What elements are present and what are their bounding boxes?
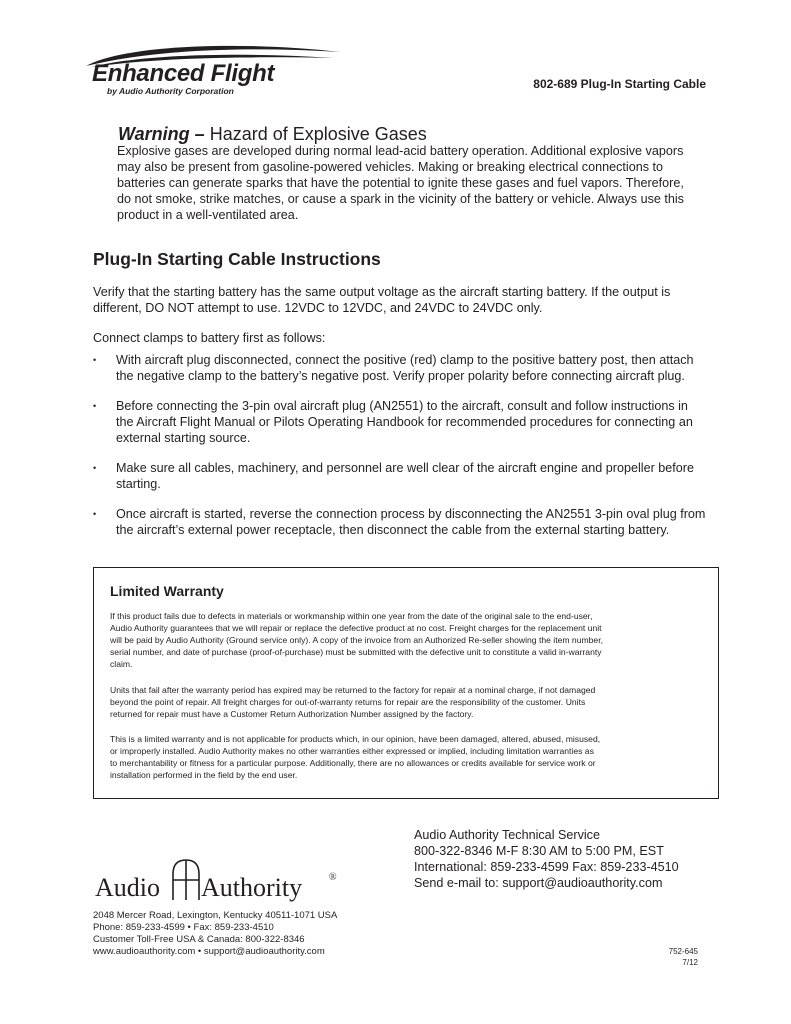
warranty-line: installation performed in the field by the end user.	[110, 770, 298, 780]
warranty-line: claim.	[110, 659, 133, 669]
instructions-heading: Plug-In Starting Cable Instructions	[93, 249, 381, 269]
warranty-line: returned for repair must have a Customer Return Authorization Number assigned by the factory.	[110, 709, 474, 719]
address-line: 2048 Mercer Road, Lexington, Kentucky 40511-1071 USA	[93, 910, 338, 921]
document-date: 7/12	[682, 958, 698, 967]
warranty-paragraph	[110, 610, 708, 670]
warning-line: do not smoke, strike matches, or cause a spark in the vicinity of the battery or vehicle. Always use this	[117, 192, 684, 206]
support-international: International: 859-233-4599 Fax: 859-233-4510	[414, 860, 679, 874]
brand-name: Enhanced Flight	[92, 60, 275, 87]
instruction-step	[93, 398, 733, 446]
step-line: the aircraft’s external power receptacle, then disconnect the cable from the external starting battery.	[116, 523, 670, 537]
warranty-line: to merchantability or fitness for a particular purpose. Additionally, there are no allowances or credits available for service work or	[110, 758, 596, 768]
phone-fax-line: Phone: 859-233-4599 • Fax: 859-233-4510	[93, 922, 274, 933]
warranty-line: Audio Authority guarantees that we will repair or replace the defective product at no cost. Freight charges for the replacement unit	[110, 623, 602, 633]
step-line: the negative clamp to the battery’s negative post. Verify proper polarity before connecting aircraft plug.	[116, 369, 685, 383]
warranty-line: If this product fails due to defects in materials or workmanship within one year from the date of the original sale to the end-user,	[110, 611, 593, 621]
company-address	[93, 910, 337, 958]
step-line: external starting source.	[116, 431, 251, 445]
warranty-line: Units that fail after the warranty period has expired may be returned to the factory for repair at a nominal charge, if not damaged	[110, 685, 596, 695]
warranty-paragraph	[110, 684, 708, 720]
step-line: starting.	[116, 477, 161, 491]
warranty-line: will be paid by Audio Authority (Ground service only). A copy of the invoice from an Authorized Re-seller showing the item number,	[110, 635, 603, 645]
logo-left-text: Audio	[95, 873, 160, 902]
step-line: Before connecting the 3-pin oval aircraft plug (AN2551) to the aircraft, consult and follow instructions in	[116, 399, 688, 413]
step-line: With aircraft plug disconnected, connect the positive (red) clamp to the positive battery post, then attach	[116, 353, 694, 367]
step-line: the Aircraft Flight Manual or Pilots Operating Handbook for recommended procedures for connecting an	[116, 415, 693, 429]
warranty-line: This is a limited warranty and is not applicable for products which, in our opinion, have been damaged, altered, abused, misused,	[110, 734, 601, 744]
brand-subtitle: by Audio Authority Corporation	[107, 86, 234, 96]
step-line: Once aircraft is started, reverse the connection process by disconnecting the AN2551 3-pin oval plug from	[116, 507, 706, 521]
warning-line: batteries can generate sparks that have the potential to ignite these gases and fuel vapors. Therefore,	[117, 176, 684, 190]
warning-heading	[118, 124, 427, 145]
bullet-icon: •	[93, 355, 97, 365]
warning-line: Explosive gases are developed during normal lead-acid battery operation. Additional explosive vapors	[117, 144, 684, 158]
instruction-step	[93, 460, 733, 492]
warranty-paragraph	[110, 733, 708, 781]
toll-free-line: Customer Toll-Free USA & Canada: 800-322-8346	[93, 934, 305, 945]
connect-intro: Connect clamps to battery first as follows:	[93, 331, 326, 345]
warning-line: may also be present from gasoline-powered vehicles. Making or breaking electrical connections to	[117, 160, 664, 174]
document-code	[669, 946, 698, 968]
step-line: Make sure all cables, machinery, and personnel are well clear of the aircraft engine and propeller before	[116, 461, 694, 475]
support-phone: 800-322-8346 M-F 8:30 AM to 5:00 PM, EST	[414, 844, 664, 858]
bullet-icon: •	[93, 509, 97, 519]
registered-mark: ®	[329, 872, 337, 883]
logo-right-text: Authority	[201, 873, 303, 902]
verify-paragraph	[93, 284, 723, 316]
warranty-box	[93, 567, 719, 799]
warning-word: Warning –	[118, 124, 205, 144]
instruction-steps	[93, 352, 733, 552]
tech-support-block	[414, 827, 679, 891]
bullet-icon: •	[93, 401, 97, 411]
verify-line: different, DO NOT attempt to use. 12VDC to 12VDC, and 24VDC to 24VDC only.	[93, 301, 543, 315]
warning-line: product in a well-ventilated area.	[117, 208, 299, 222]
verify-line: Verify that the starting battery has the same output voltage as the aircraft starting battery. If the output is	[93, 285, 671, 299]
support-email: Send e-mail to: support@audioauthority.com	[414, 876, 663, 890]
warning-title: Hazard of Explosive Gases	[204, 124, 427, 144]
double-a-emblem-icon	[173, 860, 199, 900]
instruction-step	[93, 352, 733, 384]
warning-body	[117, 143, 717, 223]
warranty-heading: Limited Warranty	[110, 583, 224, 599]
web-email-line: www.audioauthority.com • support@audioauthority.com	[93, 946, 325, 957]
document-title: 802-689 Plug-In Starting Cable	[533, 77, 706, 91]
warranty-line: or improperly installed. Audio Authority makes no other warranties either expressed or implied, including limitation warranties as	[110, 746, 594, 756]
instruction-step	[93, 506, 733, 538]
warranty-line: serial number, and date of purchase (proof-of-purchase) must be submitted with the defective unit to constitute a valid in-warranty	[110, 647, 602, 657]
bullet-icon: •	[93, 463, 97, 473]
document-number: 752-645	[668, 947, 698, 956]
warranty-line: beyond the point of repair. All freight charges for out-of-warranty returns for repair are the responsibility of the customer. Units	[110, 697, 586, 707]
support-title: Audio Authority Technical Service	[414, 828, 600, 842]
audio-authority-logo	[93, 856, 353, 906]
